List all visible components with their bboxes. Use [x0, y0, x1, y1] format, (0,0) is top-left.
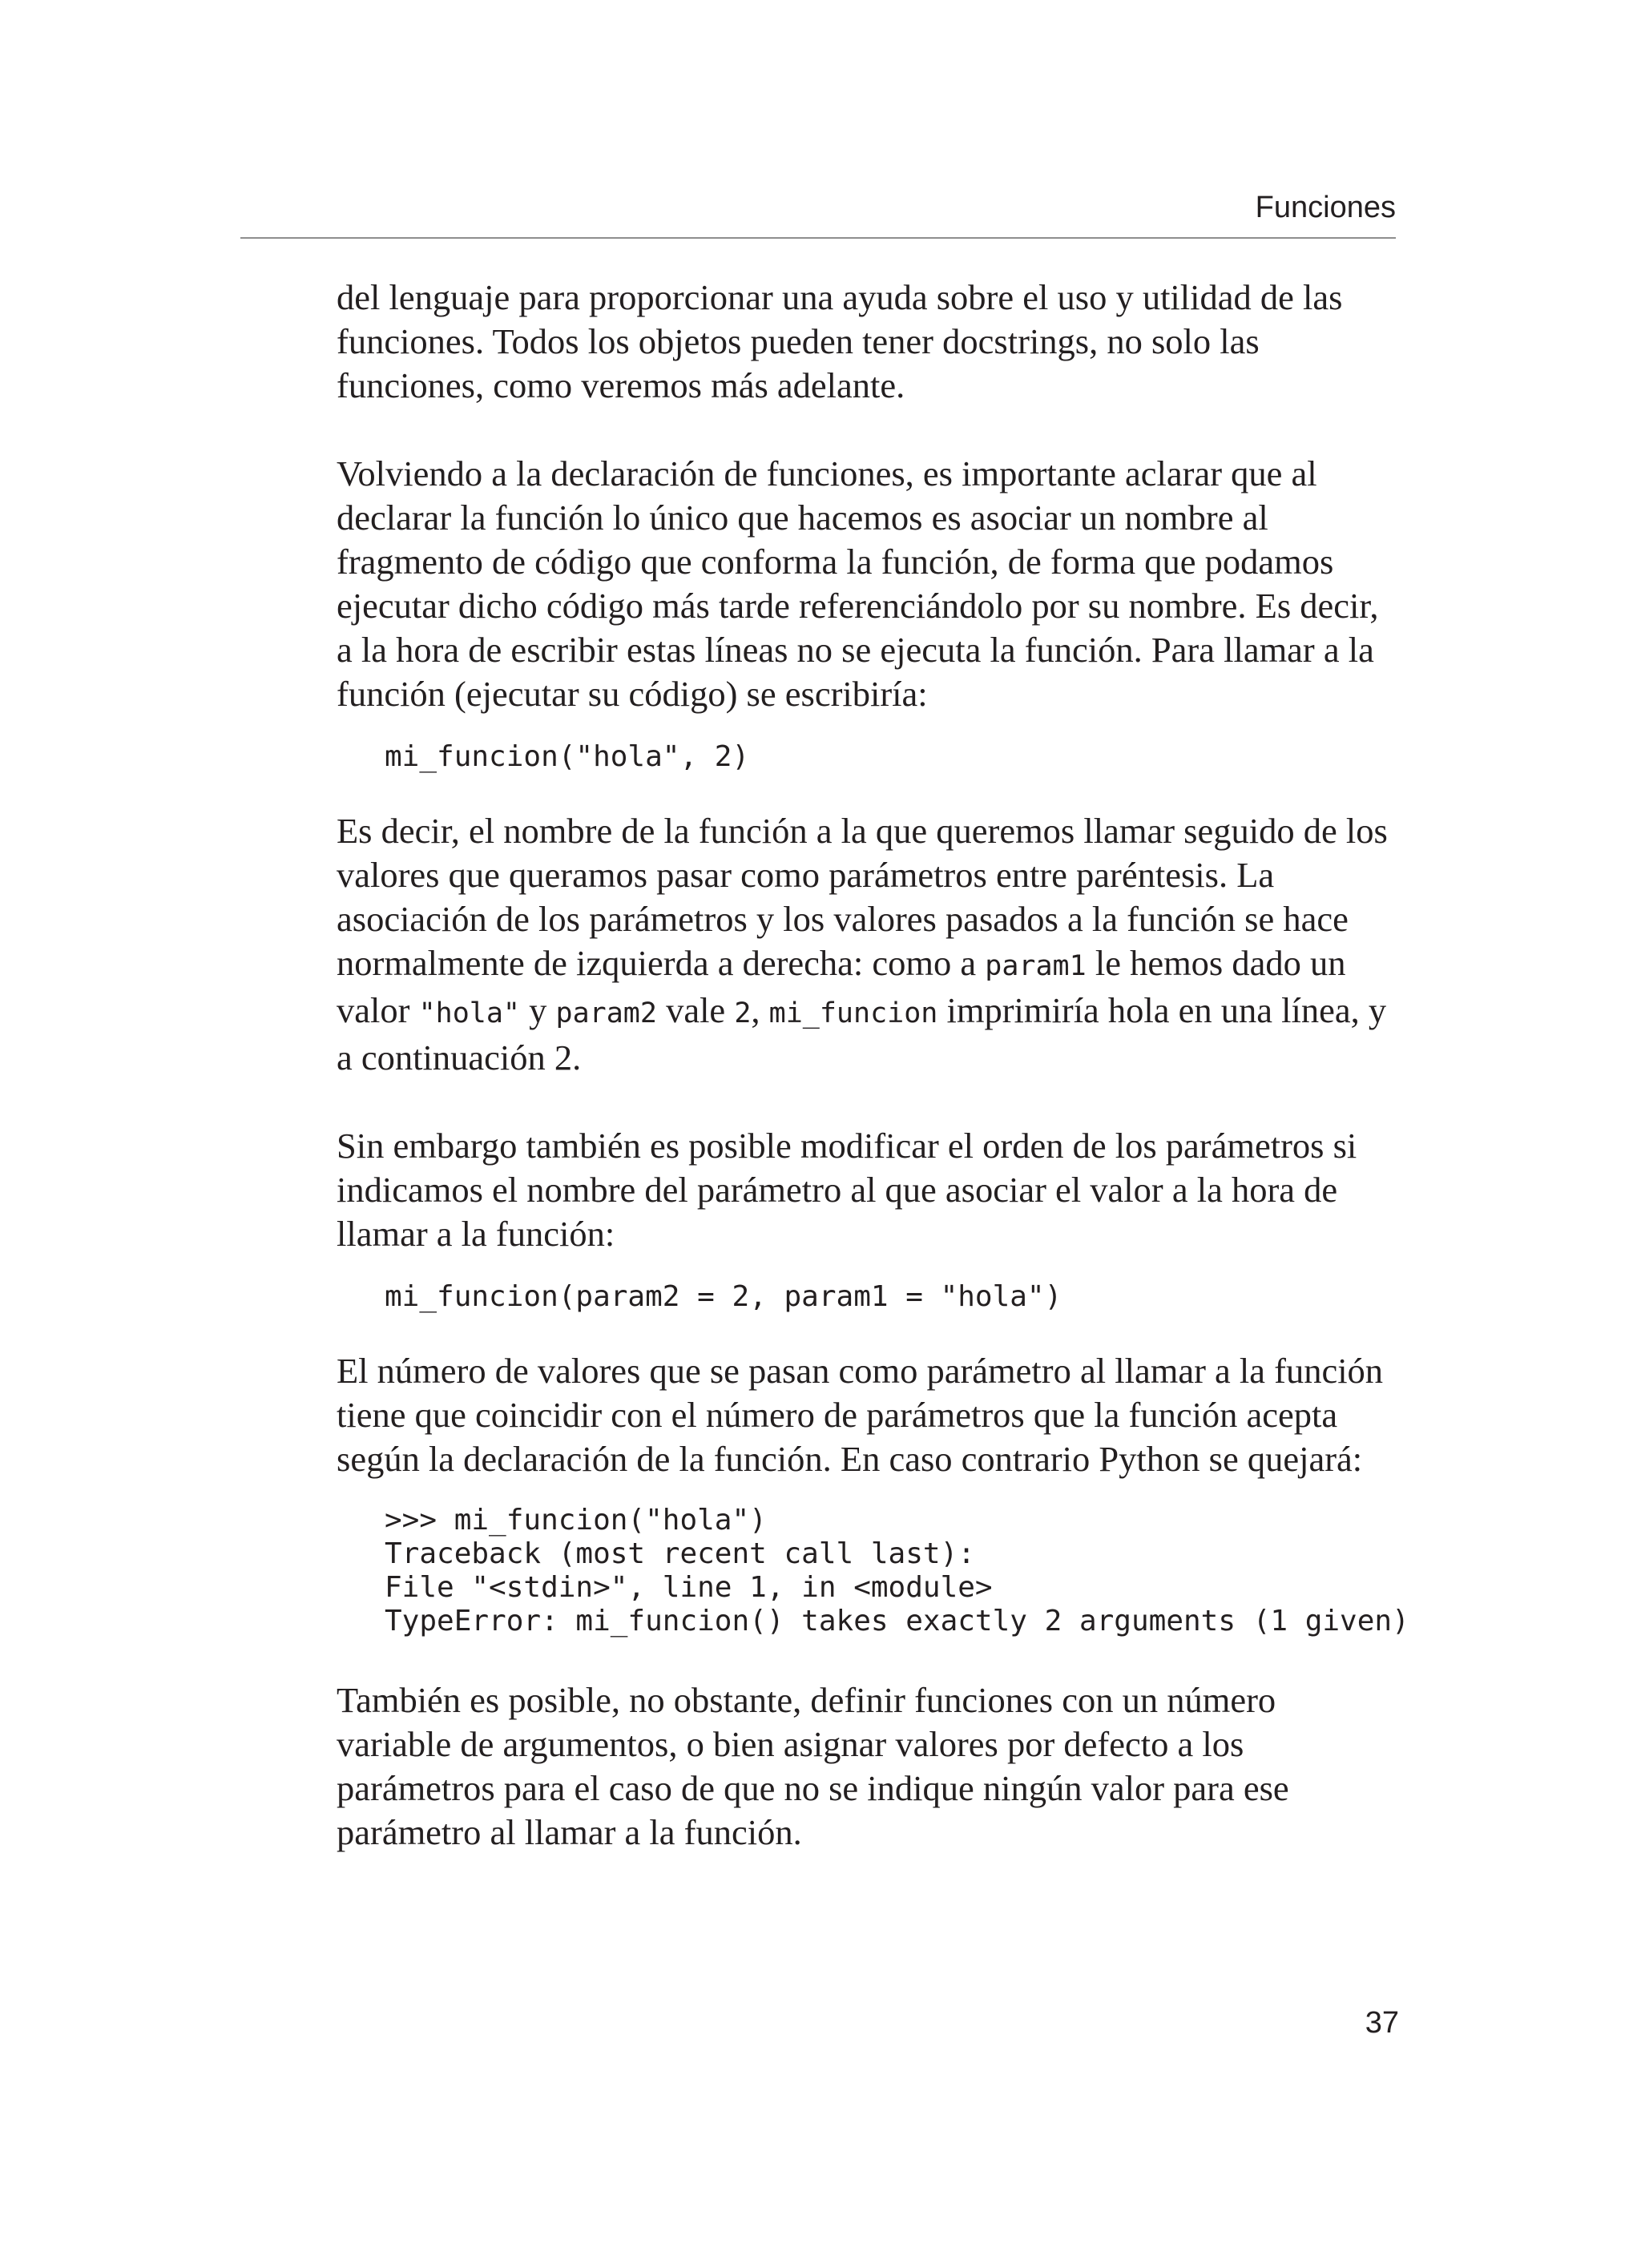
- running-header-title: Funciones: [1255, 191, 1396, 224]
- text-run: vale: [656, 990, 735, 1030]
- inline-code-hola: "hola": [418, 997, 520, 1029]
- text-run: y: [520, 990, 556, 1030]
- code-line: TypeError: mi_funcion() takes exactly 2 arguments (1 given): [385, 1605, 1409, 1638]
- running-header: [240, 183, 1396, 239]
- paragraph-parameter-order: [337, 809, 1399, 1080]
- code-line: mi_funcion(param2 = 2, param1 = "hola"): [385, 1280, 1062, 1313]
- paragraph-variable-arguments: También es posible, no obstante, definir funciones con un número variable de argumentos, o bien asignar valores por defecto a los parámetros para el caso de que no se indique ningún valor para ese parámetro al llamar a la función.: [337, 1680, 1289, 1852]
- inline-code-two: 2: [734, 997, 752, 1029]
- text-run: ,: [751, 990, 769, 1030]
- code-line: >>> mi_funcion("hola"): [385, 1504, 767, 1537]
- page-body: [337, 276, 1409, 1855]
- paragraph-keyword-arguments: Sin embargo también es posible modificar el orden de los parámetros si indicamos el nombre del parámetro al que asociar el valor a la hora de llamar a la función:: [337, 1126, 1357, 1254]
- paragraph-argument-count: El número de valores que se pasan como parámetro al llamar a la función tiene que coincidir con el número de parámetros que la función acepta según la declaración de la función. En caso contrario Python se quejará:: [337, 1351, 1384, 1479]
- paragraph-declaration: Volviendo a la declaración de funciones, es importante aclarar que al declarar la función lo único que hacemos es asociar un nombre al fragmento de código que conforma la función, de forma que podamos ejecutar dicho código más tarde referenciándolo por su nombre. Es decir, a la hora de escribir estas líneas no se ejecuta la función. Para llamar a la función (ejecutar su código) se escribiría:: [337, 453, 1379, 714]
- code-block-traceback: [337, 1504, 1409, 1638]
- inline-code-param1: param1: [985, 950, 1087, 982]
- text-run: imprimiría hola en una línea, y a continuación 2.: [337, 990, 1387, 1078]
- code-block-call: [337, 740, 1399, 774]
- inline-code-param2: param2: [555, 997, 657, 1029]
- paragraph-docstrings: del lenguaje para proporcionar una ayuda sobre el uso y utilidad de las funciones. Todos los objetos pueden tener docstrings, no solo las funciones, como veremos más adelante.: [337, 277, 1343, 405]
- code-line: Traceback (most recent call last):: [385, 1537, 975, 1570]
- code-line: File "<stdin>", line 1, in <module>: [385, 1571, 993, 1604]
- code-line: mi_funcion("hola", 2): [385, 740, 750, 773]
- page-number: 37: [1365, 2006, 1399, 2040]
- text-run: le hemos dado un valor: [337, 943, 1346, 1030]
- text-run: Es decir, el nombre de la función a la que queremos llamar seguido de los valores que queramos pasar como parámetros entre paréntesis. La asociación de los parámetros y los valores pasados a la función se hace normalmente de izquierda a derecha: como a: [337, 811, 1388, 983]
- code-block-keyword-call: [337, 1280, 1399, 1314]
- inline-code-mi-funcion: mi_funcion: [768, 997, 938, 1029]
